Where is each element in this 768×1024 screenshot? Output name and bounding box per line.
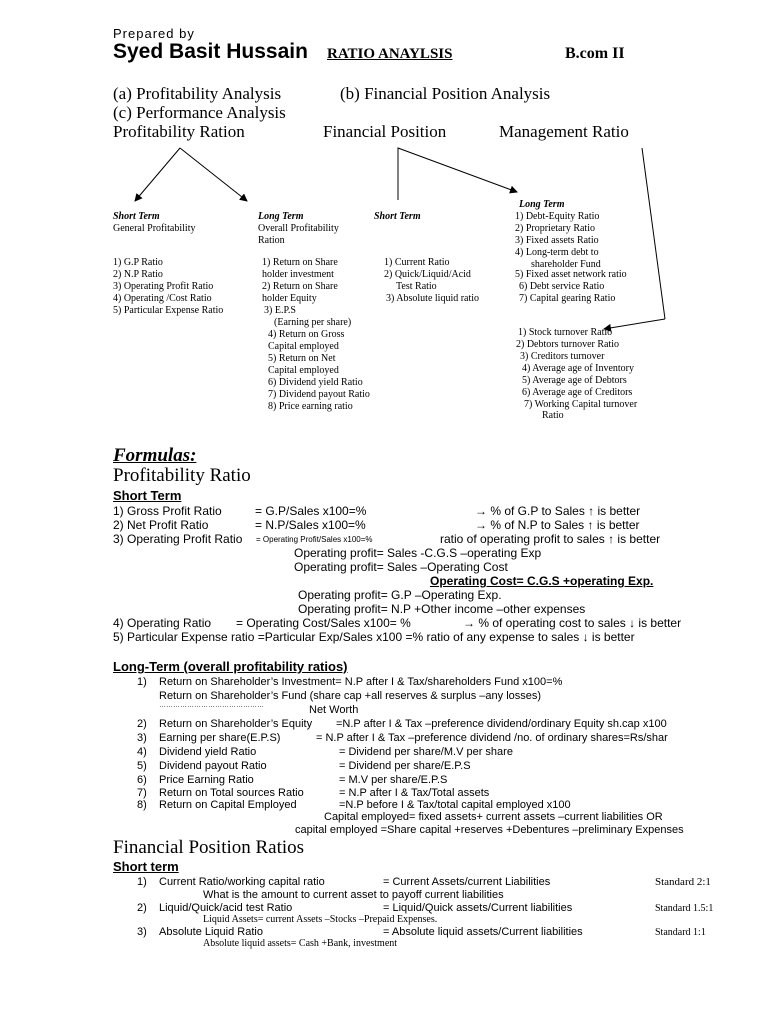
fp-label: Liquid/Quick/acid test Ratio — [159, 902, 293, 914]
formula-label: 1) Gross Profit Ratio — [113, 504, 222, 518]
formula-label: 2) Net Profit Ratio — [113, 518, 209, 532]
long-term-heading: Long-Term (overall profitability ratios) — [113, 659, 348, 674]
course-label: B.com II — [565, 45, 625, 62]
arrow-management — [642, 148, 665, 319]
col2-item: 4) Return on Gross — [268, 329, 345, 340]
long-term-dots: ……………………………………… — [159, 702, 264, 709]
arrow-financial — [398, 148, 517, 200]
author-name: Syed Basit Hussain — [113, 40, 308, 63]
long-term-label: Return on Total sources Ratio — [159, 787, 304, 799]
category-profitability: Profitability Ration — [113, 122, 245, 141]
long-term-label: Return on Capital Employed — [159, 799, 297, 811]
arrow-long-term — [180, 148, 247, 201]
formula-note: → % of N.P to Sales ↑ is better — [475, 518, 640, 532]
fp-num: 3) — [137, 926, 147, 938]
formula-note: → % of G.P to Sales ↑ is better — [475, 504, 641, 518]
col1-item: 1) G.P Ratio — [113, 257, 163, 268]
col2-item: 6) Dividend yield Ratio — [268, 377, 363, 388]
capital-employed-1: Capital employed= fixed assets+ current assets –current liabilities OR — [324, 811, 663, 823]
type-b: (b) Financial Position Analysis — [340, 84, 551, 103]
category-management: Management Ratio — [499, 122, 629, 141]
col4-item: shareholder Fund — [531, 259, 601, 270]
formula-note: ratio of operating profit to sales ↑ is better — [440, 532, 661, 546]
col2-heading: Long Term — [258, 211, 304, 222]
formula-sub: Operating profit= G.P –Operating Exp. — [298, 588, 502, 602]
long-term-num: 2) — [137, 718, 147, 730]
type-c: (c) Performance Analysis — [113, 103, 286, 122]
long-term-formula: = Dividend per share/M.V per share — [339, 746, 513, 758]
prepared-by: Prepared by — [113, 26, 195, 41]
arrow-short-term — [135, 148, 180, 201]
col2-item: holder investment — [262, 269, 334, 280]
formula-value: = Operating Cost/Sales x100= % — [236, 616, 411, 630]
col4-item: 2) Proprietary Ratio — [515, 223, 595, 234]
fp-standard: Standard 2:1 — [655, 876, 711, 888]
fp-formula: = Absolute liquid assets/Current liabilities — [383, 926, 583, 938]
long-term-formula: = M.V per share/E.P.S — [339, 774, 448, 786]
col2-sub: Ration — [258, 235, 285, 246]
col3-item: 3) Absolute liquid ratio — [386, 293, 480, 304]
long-term-num: 3) — [137, 732, 147, 744]
fp-short-term-heading: Short term — [113, 859, 179, 874]
col2-item: Capital employed — [268, 341, 339, 352]
col2-item: 2) Return on Share — [262, 281, 338, 292]
long-term-formula: =N.P before I & Tax/total capital employed x100 — [339, 799, 571, 811]
col2-item: 7) Dividend payout Ratio — [268, 389, 370, 400]
long-term-formula: = N.P after I & Tax/Total assets — [339, 787, 490, 799]
col5-item: 6) Average age of Creditors — [522, 387, 633, 398]
long-term-formula: =N.P after I & Tax –preference dividend/ordinary Equity sh.cap x100 — [336, 718, 667, 730]
formula-value: = N.P/Sales x100=% — [255, 518, 366, 532]
col5-item: 1) Stock turnover Ratio — [518, 327, 613, 338]
col2-item: 8) Price earning ratio — [268, 401, 353, 412]
col5-item: 3) Creditors turnover — [520, 351, 605, 362]
fp-num: 1) — [137, 876, 147, 888]
long-term-formula: = N.P after I & Tax –preference dividend /no. of ordinary shares=Rs/shar — [316, 732, 668, 744]
long-term-num: 7) — [137, 787, 147, 799]
arrow-management-head — [604, 319, 665, 329]
long-term-label: Dividend yield Ratio — [159, 746, 257, 758]
formulas-heading: Formulas: — [113, 445, 197, 466]
col3-item: 2) Quick/Liquid/Acid — [384, 269, 471, 280]
long-term-label: Return on Shareholder’s Equity — [159, 718, 313, 730]
long-term-num: 8) — [137, 799, 147, 811]
formula-sub: Operating profit= Sales –Operating Cost — [294, 560, 508, 574]
fp-note: What is the amount to current asset to payoff current liabilities — [203, 889, 504, 901]
fp-label: Current Ratio/working capital ratio — [159, 876, 325, 888]
col1-sub: General Profitability — [113, 223, 196, 234]
category-financial: Financial Position — [323, 122, 447, 141]
fp-formula: = Liquid/Quick assets/Current liabilities — [383, 902, 573, 914]
col5-item: 5) Average age of Debtors — [522, 375, 627, 386]
col1-heading: Short Term — [113, 211, 160, 222]
fp-formula: = Current Assets/current Liabilities — [383, 876, 551, 888]
type-a: (a) Profitability Analysis — [113, 84, 282, 103]
col4-item: 7) Capital gearing Ratio — [519, 293, 616, 304]
col3-item: Test Ratio — [396, 281, 437, 292]
long-term-line: Return on Shareholder’s Investment= N.P after I & Tax/shareholders Fund x100=% — [159, 676, 563, 688]
long-term-num: 4) — [137, 746, 147, 758]
col4-item: 3) Fixed assets Ratio — [515, 235, 599, 246]
formula-row: 5) Particular Expense ratio =Particular Exp/Sales x100 =% ratio of any expense to sales ↓ is better — [113, 630, 635, 644]
formula-label: 4) Operating Ratio — [113, 616, 212, 630]
long-term-label: Dividend payout Ratio — [159, 760, 267, 772]
long-term-num: 6) — [137, 774, 147, 786]
long-term-line: Return on Shareholder’s Fund (share cap +all reserves & surplus –any losses) — [159, 690, 542, 702]
col1-item: 3) Operating Profit Ratio — [113, 281, 214, 292]
fp-standard: Standard 1:1 — [655, 927, 706, 938]
col1-item: 4) Operating /Cost Ratio — [113, 293, 212, 304]
long-term-label: Earning per share(E.P.S) — [159, 732, 281, 744]
col5-item: Ratio — [542, 410, 564, 421]
col3-item: 1) Current Ratio — [384, 257, 450, 268]
col4-item: 4) Long-term debt to — [515, 247, 599, 258]
col1-item: 2) N.P Ratio — [113, 269, 163, 280]
short-term-heading: Short Term — [113, 488, 182, 503]
col2-item: 1) Return on Share — [262, 257, 338, 268]
capital-employed-2: capital employed =Share capital +reserves +Debentures –preliminary Expenses — [295, 824, 684, 836]
col5-item: 2) Debtors turnover Ratio — [516, 339, 620, 350]
long-term-num: 1) — [137, 676, 147, 688]
col4-item: 1) Debt-Equity Ratio — [515, 211, 600, 222]
long-term-num: 5) — [137, 760, 147, 772]
col3-heading: Short Term — [374, 211, 421, 222]
col2-item: Capital employed — [268, 365, 339, 376]
fp-note: Liquid Assets= current Assets –Stocks –Prepaid Expenses. — [203, 914, 438, 925]
col2-item: 5) Return on Net — [268, 353, 336, 364]
formula-sub: Operating profit= Sales -C.G.S –operating Exp — [294, 546, 542, 560]
long-term-label: Price Earning Ratio — [159, 774, 254, 786]
formula-value: = Operating Profit/Sales x100=% — [256, 535, 373, 544]
fp-note: Absolute liquid assets= Cash +Bank, investment — [203, 938, 398, 949]
operating-cost-formula: Operating Cost= C.G.S +operating Exp. — [430, 574, 654, 588]
col5-item: 4) Average age of Inventory — [522, 363, 634, 374]
col5-item: 7) Working Capital turnover — [524, 399, 638, 410]
net-worth-label: Net Worth — [309, 704, 359, 716]
long-term-formula: = Dividend per share/E.P.S — [339, 760, 471, 772]
formula-sub: Operating profit= N.P +Other income –other expenses — [298, 602, 586, 616]
fp-label: Absolute Liquid Ratio — [159, 926, 263, 938]
document-title: RATIO ANAYLSIS — [327, 46, 453, 62]
profitability-heading: Profitability Ratio — [113, 465, 251, 486]
col2-item: (Earning per share) — [274, 317, 352, 328]
col2-sub: Overall Profitability — [258, 223, 339, 234]
fp-standard: Standard 1.5:1 — [655, 903, 714, 914]
formula-note: → % of operating cost to sales ↓ is better — [463, 616, 682, 630]
col1-item: 5) Particular Expense Ratio — [113, 305, 224, 316]
col4-heading: Long Term — [519, 199, 565, 210]
col4-item: 5) Fixed asset network ratio — [515, 269, 627, 280]
formula-label: 3) Operating Profit Ratio — [113, 532, 243, 546]
col2-item: 3) E.P.S — [264, 305, 296, 316]
formula-value: = G.P/Sales x100=% — [255, 504, 367, 518]
fp-num: 2) — [137, 902, 147, 914]
col4-item: 6) Debt service Ratio — [519, 281, 605, 292]
financial-position-heading: Financial Position Ratios — [113, 837, 305, 858]
col2-item: holder Equity — [262, 293, 317, 304]
